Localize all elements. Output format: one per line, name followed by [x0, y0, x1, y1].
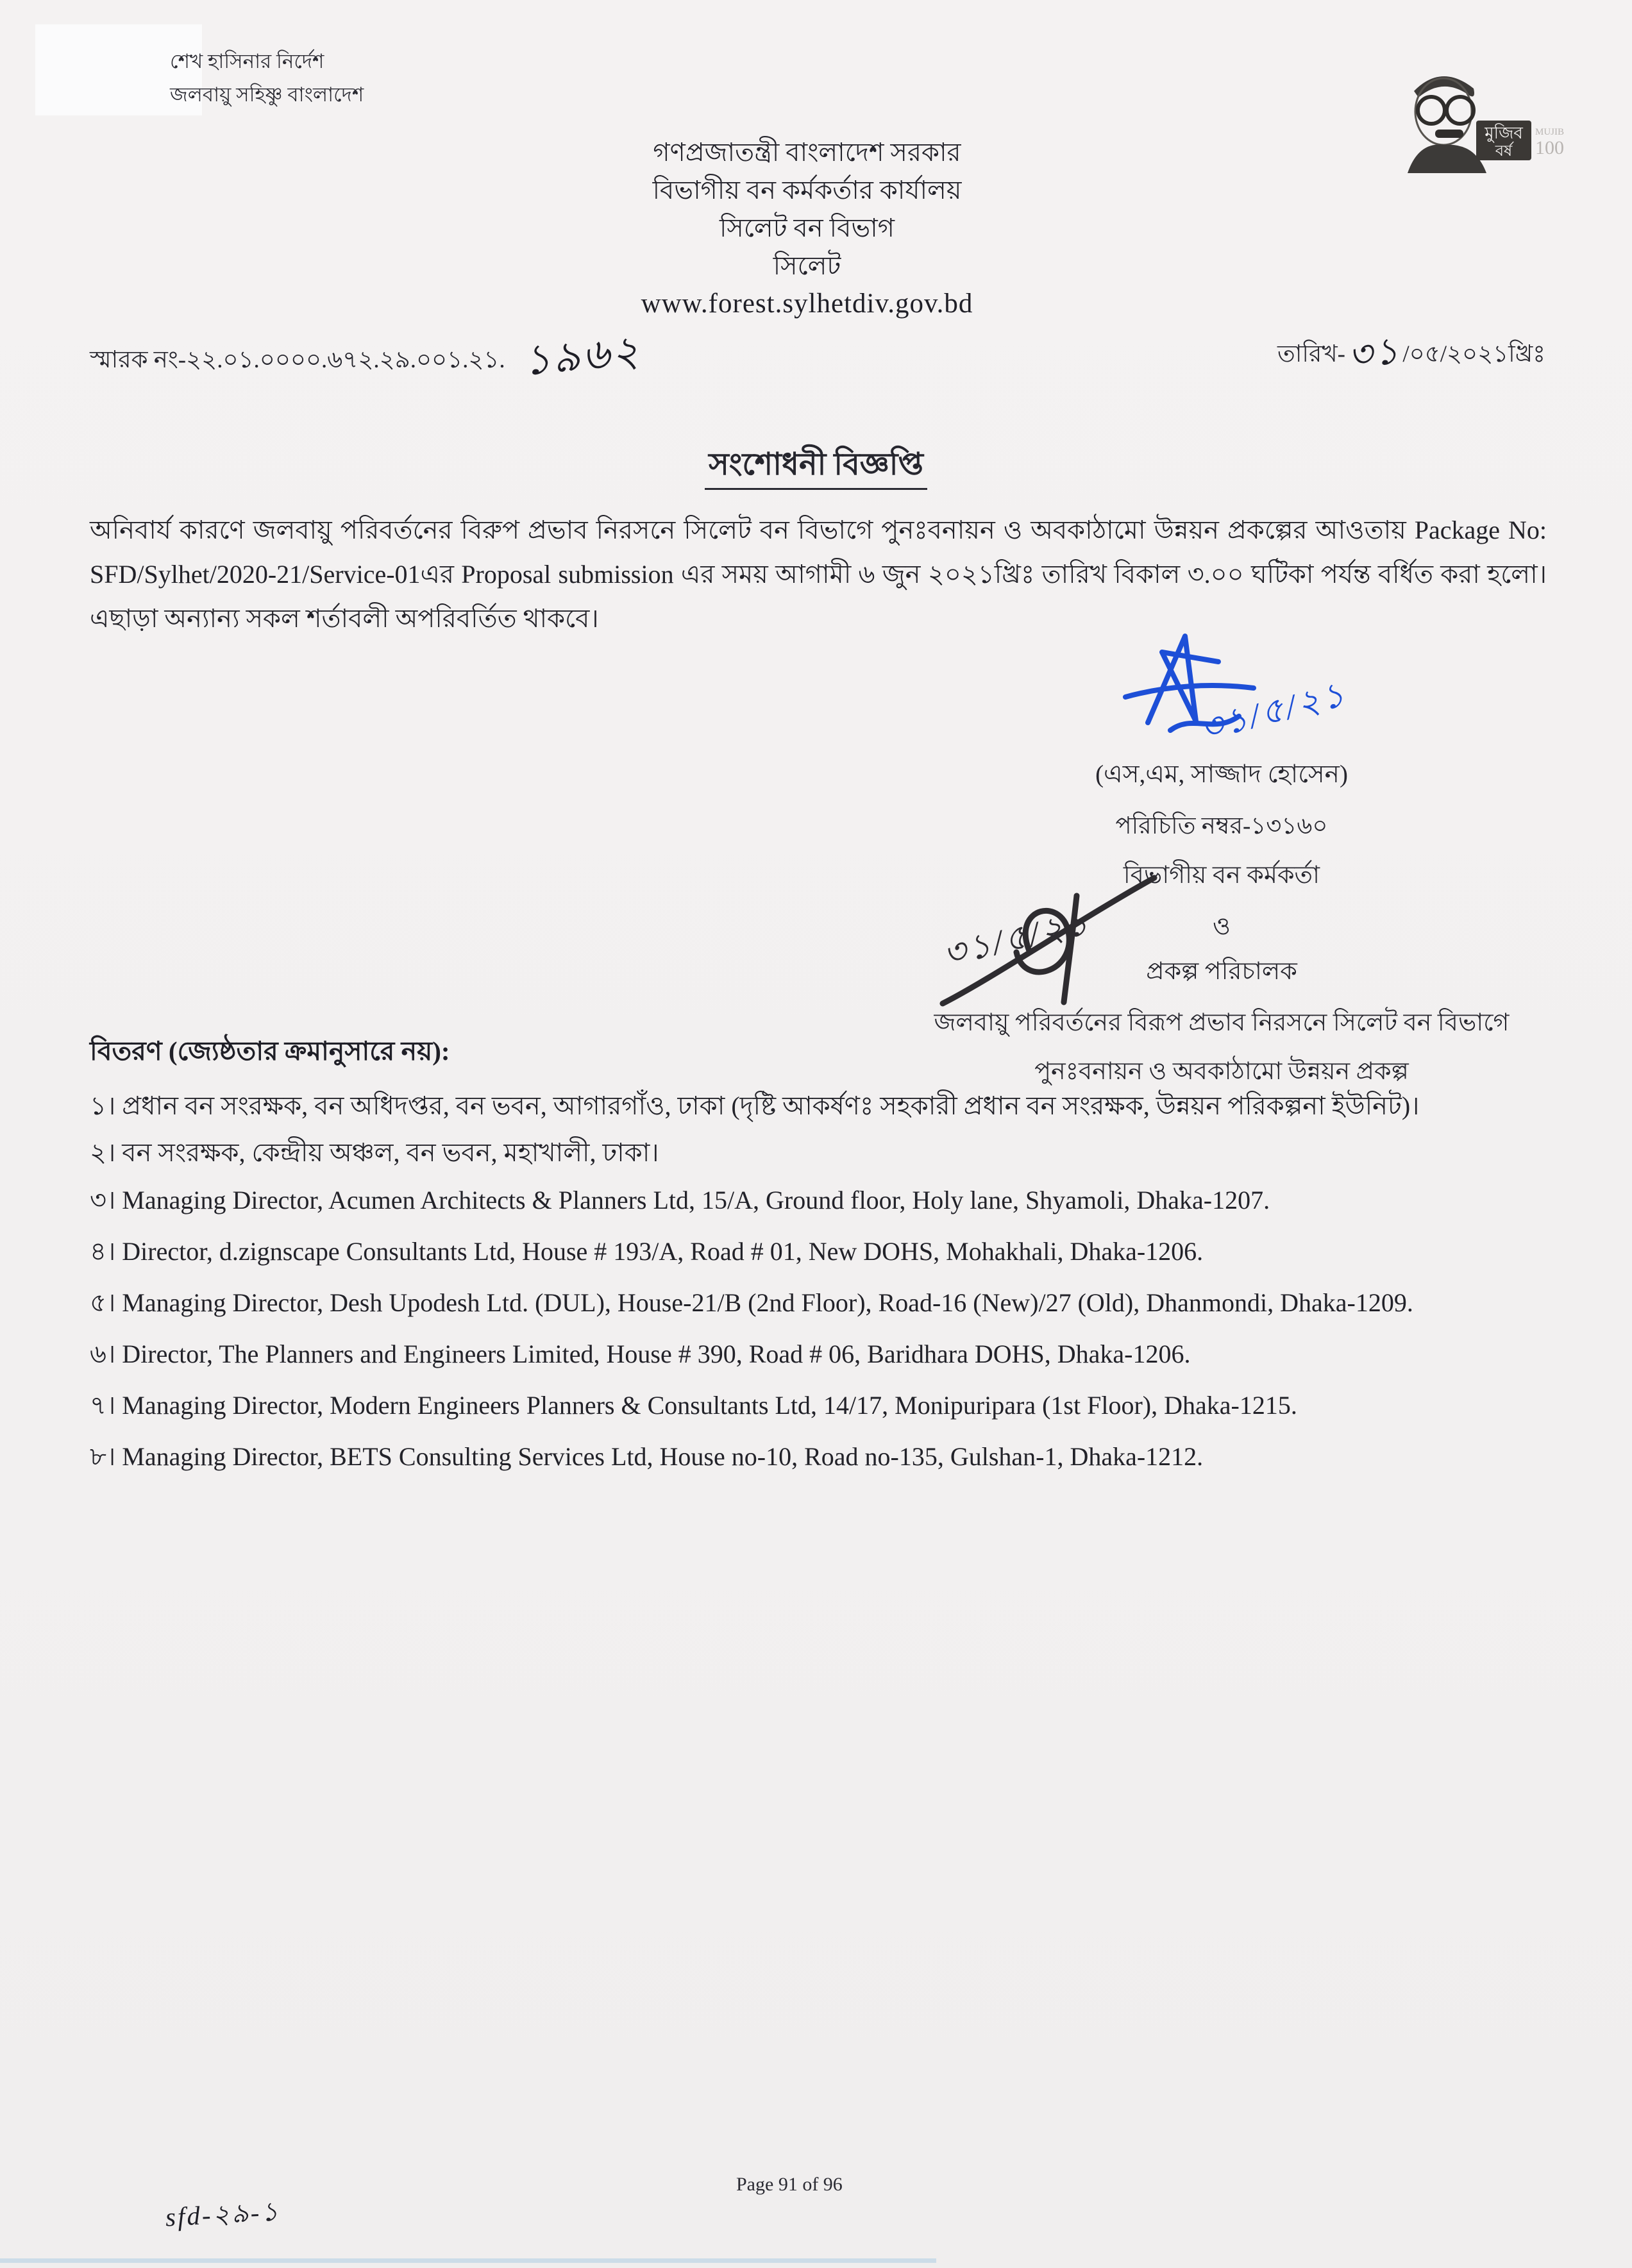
slogan-line-1: শেখ হাসিনার নির্দেশ	[170, 50, 324, 72]
logo-watermark-100: 100	[1535, 137, 1564, 158]
logo-watermark-mujib: MUJIB	[1535, 127, 1565, 137]
logo-glasses-right	[1447, 97, 1474, 124]
letterhead	[0, 133, 1623, 323]
logo-text-borsho: বর্ষ	[1495, 143, 1513, 160]
slogan-line-2: জলবায়ু সহিষ্ণু বাংলাদেশ	[170, 83, 364, 106]
list-item: ৫। Managing Director, Desh Upodesh Ltd. (DUL), House-21/B (2nd Floor), Road-16 (New)/27 (Old), Dhanmondi, Dhaka-1209.	[90, 1288, 1413, 1317]
corner-slogan	[170, 45, 364, 112]
memo-number-label: স্মারক নং-২২.০১.০০০০.৬৭২.২৯.০০১.২১.	[90, 347, 505, 373]
memo-date-prefix: তারিখ-	[1277, 341, 1345, 367]
project-name-line-2: পুনঃবনায়ন ও অবকাঠামো উন্নয়ন প্রকল্প	[1034, 1058, 1409, 1085]
logo-glasses-left	[1418, 97, 1445, 124]
list-item: ১। প্রধান বন সংরক্ষক, বন অধিদপ্তর, বন ভবন, আগারগাঁও, ঢাকা (দৃষ্টি আকর্ষণঃ সহকারী প্রধান বন সংরক্ষক, উন্নয়ন পরিকল্পনা ইউনিট)।	[90, 1091, 1420, 1120]
project-name-line-1: জলবায়ু পরিবর্তনের বিরূপ প্রভাব নিরসনে সিলেট বন বিভাগে	[934, 1009, 1510, 1036]
list-item: ২। বন সংরক্ষক, কেন্দ্রীয় অঞ্চল, বন ভবন, মহাখালী, ঢাকা।	[90, 1138, 659, 1167]
memo-handwritten-serial: ১৯৬২	[521, 328, 643, 385]
signatory-name: (এস,এম, সাজ্জাদ হোসেন)	[1095, 760, 1348, 788]
letterhead-website: www.forest.sylhetdiv.gov.bd	[641, 289, 973, 319]
list-item: ৬। Director, The Planners and Engineers Limited, House # 390, Road # 06, Baridhara DOHS, Dhaka-1206.	[90, 1340, 1191, 1368]
letterhead-office: বিভাগীয় বন কর্মকর্তার কার্যালয়	[652, 176, 962, 205]
signatory-designation-2: প্রকল্প পরিচালক	[1146, 958, 1297, 985]
distribution-heading: বিতরণ (জ্যেষ্ঠতার ক্রমানুসারে নয়):	[90, 1036, 450, 1066]
memo-number-line	[90, 321, 641, 391]
logo-text-mujib: মুজিব	[1485, 124, 1523, 142]
logo-hair-shape	[1414, 76, 1474, 97]
list-item: ৪। Director, d.zignscape Consultants Ltd, House # 193/A, Road # 01, New DOHS, Mohakhali, Dhaka-1206.	[90, 1237, 1204, 1266]
letterhead-city: সিলেট	[773, 251, 841, 280]
project-director-initial-ink	[933, 869, 1164, 1016]
list-item: ৭। Managing Director, Modern Engineers Planners & Consultants Ltd, 14/17, Monipuripara (1st Floor), Dhaka-1215.	[90, 1391, 1297, 1420]
signatory-id-number: পরিচিতি নম্বর-১৩১৬০	[1115, 813, 1328, 839]
scan-edge-artifact	[0, 2258, 936, 2263]
page-number: Page 91 of 96	[736, 2174, 843, 2195]
list-item: ৩। Managing Director, Acumen Architects & Planners Ltd, 15/A, Ground floor, Holy lane, Shyamoli, Dhaka-1207.	[90, 1186, 1270, 1214]
handwritten-file-ref: sfd-২৯-১	[164, 2196, 281, 2232]
letterhead-division: সিলেট বন বিভাগ	[719, 214, 895, 242]
memo-row	[90, 321, 1545, 391]
list-item: ৮। Managing Director, BETS Consulting Services Ltd, House no-10, Road no-135, Gulshan-1, Dhaka-1212.	[90, 1442, 1204, 1471]
letterhead-government: গণপ্রজাতন্ত্রী বাংলাদেশ সরকার	[653, 138, 961, 167]
divisional-officer-signature-ink	[898, 632, 1545, 753]
notice-title: সংশোধনী বিজ্ঞপ্তি	[0, 441, 1632, 492]
signature-date-black: ৩১/৫/২১	[939, 902, 1095, 974]
notice-body: অনিবার্য কারণে জলবায়ু পরিবর্তনের বিরুপ প্রভাব নিরসনে সিলেট বন বিভাগে পুনঃবনায়ন ও অবকাঠামো উন্নয়ন প্রকল্পের আওতায় Package No: SFD/Sylhet/2020-21/Service-01এর Proposal submission এর সময় আগামী ৬ জুন ২০২১খ্রিঃ তারিখ বিকাল ৩.০০ ঘটিকা পর্যন্ত বর্ধিত করা হলো। এছাড়া অন্যান্য সকল শর্তাবলী অপরিবর্তিত থাকবে।	[90, 516, 1547, 633]
memo-handwritten-day: ৩১	[1346, 329, 1402, 377]
memo-date-line	[1277, 321, 1545, 383]
memo-date-suffix: /০৫/২০২১খ্রিঃ	[1402, 341, 1545, 367]
signature-block	[898, 632, 1545, 1093]
distribution-section	[90, 1031, 1555, 1487]
signature-date-blue: ৩১/৫/২১	[1196, 674, 1351, 748]
conjunction-and: ও	[1213, 913, 1231, 940]
signatory-designation-1: বিভাগীয় বন কর্মকর্তা	[1123, 862, 1320, 889]
